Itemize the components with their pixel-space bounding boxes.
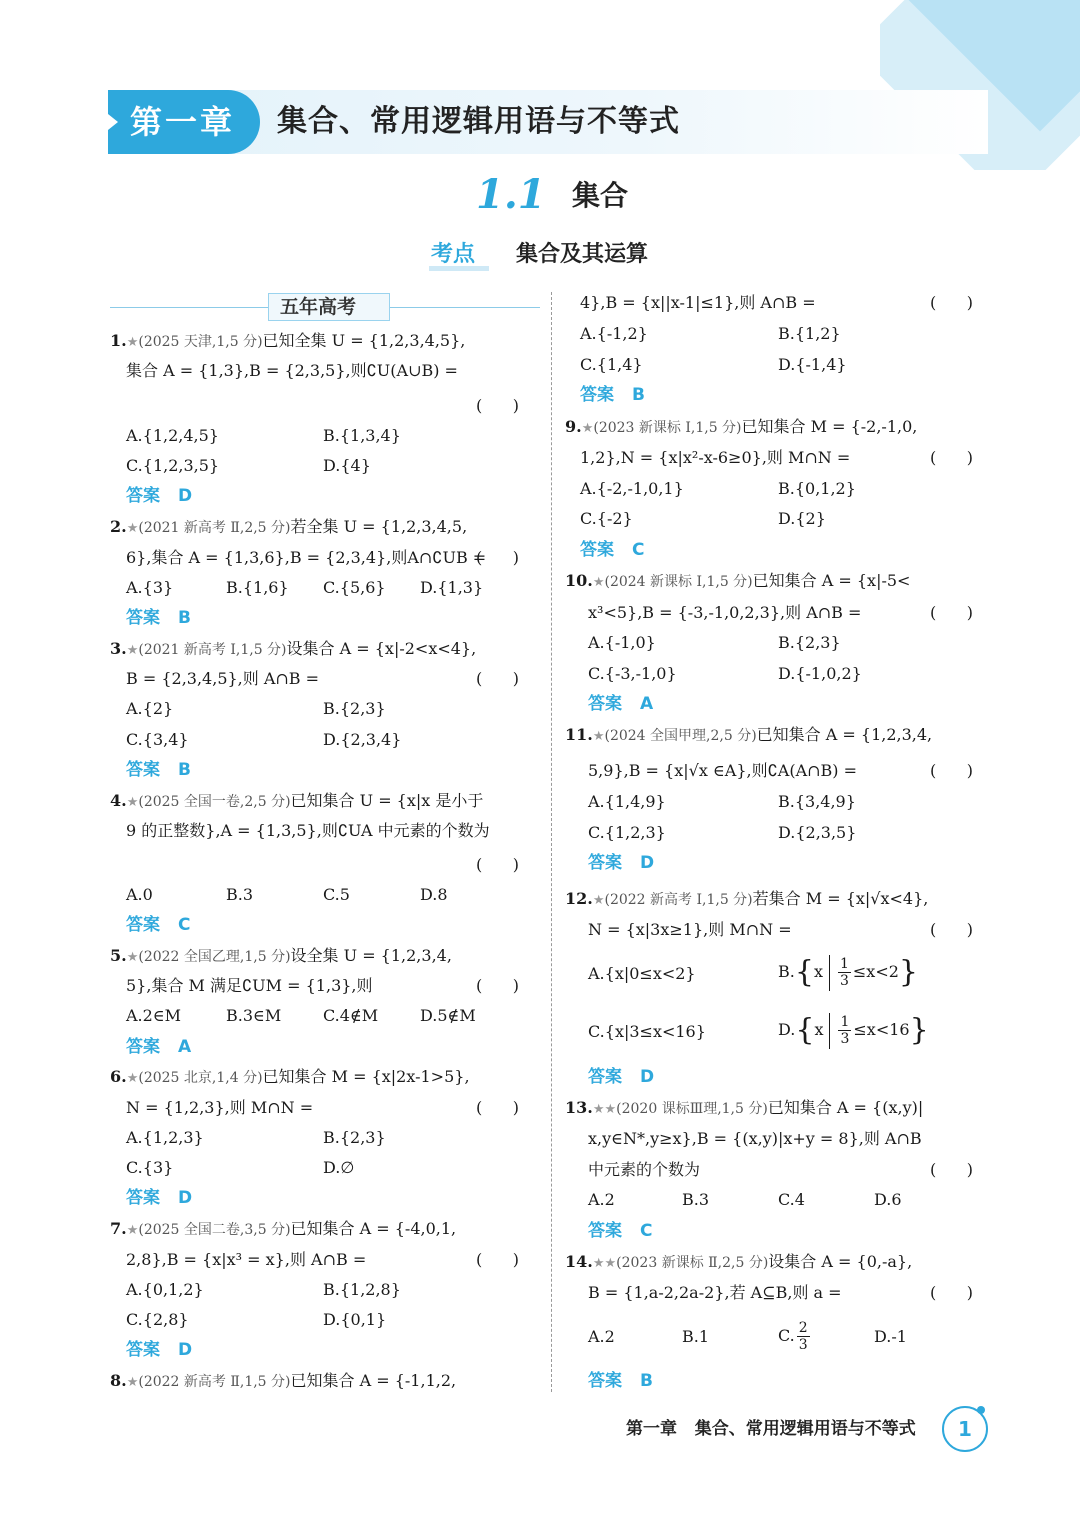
question-number: 13. [565,1098,593,1117]
denominator: 3 [798,1337,808,1353]
option-b: B.{0,1,2} [778,479,856,498]
answer-value: B [178,608,191,628]
option-c: C.{3} [126,1158,174,1177]
answer-paren: ( ) [476,548,519,567]
difficulty-star-icon: ★ [592,575,605,590]
question-5-line-2: 5},集合 M 满足∁UM = {1,3},则 [126,976,373,995]
option-a: A.2 [588,1327,615,1346]
option-a: A.{1,2,3} [126,1128,204,1147]
question-number: 9. [565,417,582,436]
option-c: C.{-2} [580,509,633,528]
answer-line [580,539,644,561]
option-a: A.{0,1,2} [126,1280,204,1299]
left-brace: { [794,954,814,990]
question-number: 6. [110,1067,127,1086]
question-3-line-1 [110,638,476,662]
set-variable: x [813,962,823,981]
answer-line [126,607,191,629]
answer-value: D [640,1067,655,1087]
option-c: C.{3,4} [126,730,189,749]
difficulty-star-icon: ★ [126,1071,139,1086]
question-text: 已知集合 A = {1,2,3,4, [756,725,933,744]
answer-paren: ( ) [476,396,519,415]
question-source: (2020 课标Ⅲ理,1,5 分) [616,1101,768,1117]
answer-value: C [178,915,191,935]
answer-label: 答案 [588,1371,622,1391]
question-text: 设全集 U = {1,2,3,4, [290,946,452,965]
answer-paren: ( ) [930,920,973,939]
answer-label: 答案 [588,1221,622,1241]
question-number: 14. [565,1252,593,1271]
question-5-line-1 [110,945,452,969]
question-8-line-2: 4},B = {x||x-1|≤1},则 A∩B = [580,293,816,312]
option-b: B.1 [682,1327,710,1346]
difficulty-star-icon: ★ [126,795,139,810]
option-c: C.{1,4} [580,355,643,374]
answer-label: 答案 [126,1188,160,1208]
question-number: 1. [110,331,127,350]
question-4-line-2: 9 的正整数},A = {1,3,5},则∁UA 中元素的个数为 [126,821,490,840]
answer-label: 答案 [126,760,160,780]
answer-label: 答案 [580,385,614,405]
question-text: 已知集合 A = {-1,1,2, [290,1371,457,1390]
question-1-line-1 [110,330,465,354]
question-11-line-2: 5,9},B = {x|√x ∈A},则∁A(A∩B) = [588,761,858,780]
page-number: 1 [958,1417,972,1441]
answer-line [580,384,645,406]
option-c: C.4 [778,1190,805,1209]
set-variable: x [814,1020,824,1039]
fraction [838,956,851,989]
question-9-line-1 [565,416,917,440]
answer-value: C [632,540,645,560]
option-b: B.{3,4,9} [778,792,856,811]
question-text: 已知全集 U = {1,2,3,4,5}, [262,331,466,350]
answer-label: 答案 [126,608,160,628]
answer-value: D [640,853,655,873]
fraction [797,1320,810,1353]
question-number: 11. [565,725,593,744]
option-c: C.5 [323,885,350,904]
numerator: 1 [839,956,849,972]
option-c: C.{1,2,3,5} [126,456,220,475]
question-source: (2022 全国乙理,1,5 分) [138,949,291,965]
answer-value: A [640,694,654,714]
answer-value: B [632,385,645,405]
answer-line [126,1036,191,1058]
option-d: D.6 [874,1190,902,1209]
question-source: (2022 新高考 Ⅱ,1,5 分) [138,1374,291,1390]
option-c: C.{-3,-1,0} [588,664,677,683]
section-number: 1.1 [476,171,546,218]
answer-label: 答案 [126,1037,160,1057]
option-label: D. [778,1020,796,1039]
option-b: B.{1,2,8} [323,1280,401,1299]
option-b: B.3 [682,1190,710,1209]
option-b: B.{2,3} [323,1128,386,1147]
kaodian-label: 考点 [431,242,476,267]
question-6-line-2: N = {1,2,3},则 M∩N = [126,1098,314,1117]
answer-paren: ( ) [930,603,973,622]
answer-paren: ( ) [476,1098,519,1117]
difficulty-star-icon: ★ [126,1223,139,1238]
chapter-label: 第一章 [130,103,236,141]
question-source: (2023 新课标 Ⅰ,1,5 分) [593,420,742,436]
question-text: 若集合 M = {x|√x<4}, [752,889,929,908]
question-8-line-1 [110,1370,456,1394]
answer-label: 答案 [126,915,160,935]
option-d: D.{1,3} [420,578,484,597]
question-text: 设集合 A = {x|-2<x<4}, [286,639,477,658]
difficulty-star-icon: ★ [126,335,139,350]
condition: ≤x<2 [852,962,899,981]
option-c: C.{1,2,3} [588,823,666,842]
difficulty-star-icon: ★ [581,421,594,436]
option-b [778,950,918,994]
divider-right [390,307,540,308]
option-d: D.-1 [874,1327,907,1346]
question-source: (2025 北京,1,4 分) [138,1070,263,1086]
option-label: C. [778,1326,795,1345]
kaodian-title: 集合及其运算 [516,242,649,267]
question-10-line-2: x³<5},B = {-3,-1,0,2,3},则 A∩B = [588,603,862,622]
option-c [778,1314,812,1358]
difficulty-star-icon: ★ [126,950,139,965]
option-d: D.∅ [323,1158,355,1177]
option-d: D.{0,1} [323,1310,387,1329]
subsection-label: 五年高考 [280,296,357,318]
fraction [838,1014,851,1047]
denominator: 3 [839,973,849,989]
question-6-line-1 [110,1066,470,1090]
question-7-line-2: 2,8},B = {x|x³ = x},则 A∩B = [126,1250,367,1269]
option-d: D.5∉M [420,1006,476,1025]
question-11-line-1 [565,724,932,748]
answer-line [126,759,191,781]
set-bar [829,955,830,991]
right-brace: } [898,954,918,990]
answer-value: B [178,760,191,780]
question-number: 8. [110,1371,127,1390]
answer-paren: ( ) [930,761,973,780]
answer-value: A [178,1037,192,1057]
answer-paren: ( ) [476,1250,519,1269]
difficulty-star-icon: ★ [126,643,139,658]
question-source: (2025 天津,1,5 分) [138,334,263,350]
answer-paren: ( ) [476,669,519,688]
option-a: A.{1,4,9} [588,792,666,811]
answer-label: 答案 [126,486,160,506]
question-2-line-1 [110,516,467,540]
option-a: A.{3} [126,578,174,597]
set-bar [829,1013,830,1049]
condition: ≤x<16 [853,1020,910,1039]
answer-value: B [640,1371,653,1391]
answer-paren: ( ) [930,448,973,467]
question-source: (2021 新高考 Ⅰ,1,5 分) [138,642,287,658]
question-10-line-1 [565,570,910,594]
option-b: B.3 [226,885,254,904]
option-a: A.2 [588,1190,615,1209]
question-7-line-1 [110,1218,456,1242]
option-c: C.{x|3≤x<16} [588,1022,706,1041]
difficulty-star-icon: ★ [126,521,139,536]
option-d: D.{2,3,5} [778,823,857,842]
question-source: (2023 新课标 Ⅱ,2,5 分) [616,1255,769,1271]
answer-label: 答案 [126,1340,160,1360]
question-13-line-1 [565,1097,923,1121]
question-number: 3. [110,639,127,658]
answer-value: D [178,1340,193,1360]
divider-left [110,307,268,308]
answer-label: 答案 [580,540,614,560]
option-d [778,1008,929,1052]
answer-value: D [178,1188,193,1208]
option-d: D.{2,3,4} [323,730,402,749]
answer-line [126,914,190,936]
question-13-line-3: 中元素的个数为 [588,1160,701,1179]
answer-paren: ( ) [476,855,519,874]
question-1-line-2: 集合 A = {1,3},B = {2,3,5},则∁U(A∪B) = [126,361,458,380]
option-b: B.3∈M [226,1006,282,1025]
option-b: B.{1,2} [778,324,841,343]
question-text: 已知集合 M = {x|2x-1>5}, [262,1067,470,1086]
option-d: D.{4} [323,456,371,475]
question-3-line-2: B = {2,3,4,5},则 A∩B = [126,669,320,688]
answer-value: C [640,1221,653,1241]
difficulty-star-icon: ★★ [592,1256,617,1271]
question-source: (2021 新高考 Ⅱ,2,5 分) [138,520,291,536]
option-b: B.{2,3} [323,699,386,718]
option-b: B.{1,3,4} [323,426,401,445]
option-a: A.{-1,0} [588,633,656,652]
answer-label: 答案 [588,1067,622,1087]
answer-label: 答案 [588,694,622,714]
option-d: D.{-1,4} [778,355,847,374]
option-b: B.{1,6} [226,578,289,597]
right-brace: } [909,1012,929,1048]
option-a: A.2∈M [126,1006,182,1025]
question-number: 10. [565,571,593,590]
answer-value: D [178,486,193,506]
question-source: (2024 全国甲理,2,5 分) [604,728,757,744]
answer-line [588,693,653,715]
option-label: B. [778,962,795,981]
question-4-line-1 [110,790,483,814]
answer-label: 答案 [588,853,622,873]
option-d: D.{2} [778,509,826,528]
question-12-line-2: N = {x|3x≥1},则 M∩N = [588,920,792,939]
option-a: A.{-1,2} [580,324,648,343]
question-13-line-2: x,y∈N*,y≥x},B = {(x,y)|x+y = 8},则 A∩B [588,1129,922,1148]
question-14-line-2: B = {1,a-2,2a-2},若 A⊆B,则 a = [588,1283,842,1302]
question-14-line-1 [565,1251,912,1275]
option-c: C.4∉M [323,1006,379,1025]
chapter-title: 集合、常用逻辑用语与不等式 [277,104,680,139]
question-text: 已知集合 M = {-2,-1,0, [741,417,918,436]
difficulty-star-icon: ★ [592,893,605,908]
question-text: 已知集合 A = {-4,0,1, [290,1219,457,1238]
answer-line [588,1220,652,1242]
section-title: 集合 [572,179,629,212]
option-c: C.{2,8} [126,1310,189,1329]
numerator: 2 [798,1320,808,1336]
question-number: 4. [110,791,127,810]
option-b: B.{2,3} [778,633,841,652]
question-text: 已知集合 A = {(x,y)| [767,1098,924,1117]
answer-paren: ( ) [930,293,973,312]
question-9-line-2: 1,2},N = {x|x²-x-6≥0},则 M∩N = [580,448,851,467]
option-a: A.{1,2,4,5} [126,426,219,445]
answer-line [126,1339,192,1361]
question-source: (2024 新课标 Ⅰ,1,5 分) [604,574,753,590]
answer-line [588,1066,654,1088]
answer-paren: ( ) [930,1160,973,1179]
question-number: 2. [110,517,127,536]
left-brace: { [795,1012,815,1048]
question-text: 设集合 A = {0,-a}, [768,1252,913,1271]
answer-line [588,1370,653,1392]
option-a: A.{-2,-1,0,1} [580,479,684,498]
answer-paren: ( ) [476,976,519,995]
question-text: 若全集 U = {1,2,3,4,5, [290,517,468,536]
difficulty-star-icon: ★ [126,1375,139,1390]
numerator: 1 [840,1014,850,1030]
answer-line [126,1187,192,1209]
question-source: (2025 全国二卷,3,5 分) [138,1222,291,1238]
option-d: D.{-1,0,2} [778,664,862,683]
difficulty-star-icon: ★★ [592,1102,617,1117]
question-number: 7. [110,1219,127,1238]
question-source: (2022 新高考 Ⅰ,1,5 分) [604,892,753,908]
footer-chapter-title: 第一章 集合、常用逻辑用语与不等式 [626,1419,916,1439]
question-text: 已知集合 U = {x|x 是小于 [290,791,484,810]
answer-paren: ( ) [930,1283,973,1302]
question-number: 5. [110,946,127,965]
question-number: 12. [565,889,593,908]
difficulty-star-icon: ★ [592,729,605,744]
option-a: A.{2} [126,699,174,718]
option-a: A.0 [126,885,153,904]
column-divider [551,292,552,1392]
option-c: C.{5,6} [323,578,386,597]
question-text: 已知集合 A = {x|-5< [752,571,911,590]
page-dot-icon [977,1406,985,1414]
question-2-line-2: 6},集合 A = {1,3,6},B = {2,3,4},则A∩∁UB = [126,548,487,567]
option-d: D.8 [420,885,448,904]
answer-line [588,852,654,874]
question-12-line-1 [565,888,928,912]
option-a: A.{x|0≤x<2} [588,964,696,983]
question-source: (2025 全国一卷,2,5 分) [138,794,291,810]
denominator: 3 [840,1031,850,1047]
answer-line [126,485,192,507]
